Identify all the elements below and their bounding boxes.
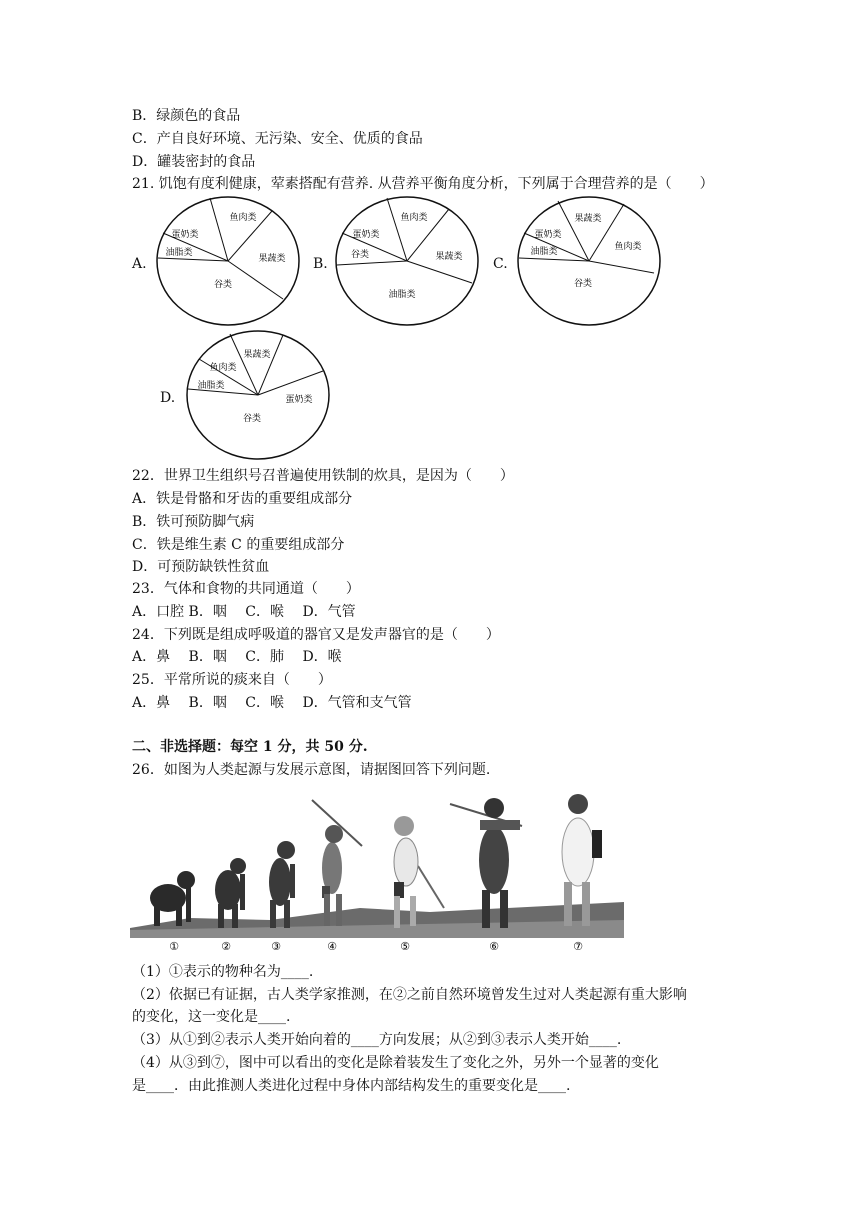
q22-option-c: C．铁是维生素 C 的重要组成部分 [132,537,345,553]
q26-part-1: （1）①表示的物种名为____. [132,964,314,980]
pie-a-label-5: 果蔬类 [258,254,286,264]
q26-part-2: （2）依据已有证据，古人类学家推测，在②之前自然环境曾发生过对人类起源有重大影响 [132,987,687,1003]
pie-d-label-3: 油脂类 [197,381,225,391]
q21-option-b-pie [334,195,484,329]
q21-option-d-pie [183,329,333,463]
q26-part-4: （4）从③到⑦，图中可以看出的变化是除着装发生了变化之外，另外一个显著的变化 [132,1055,659,1071]
pie-a-label-2: 蛋奶类 [171,230,199,240]
q20-option-b: B．绿颜色的食品 [132,108,241,124]
q22-option-a: A．铁是骨骼和牙齿的重要组成部分 [132,491,353,507]
pie-d-label-5: 蛋奶类 [285,395,313,405]
pie-c-label-4: 谷类 [573,279,593,289]
pie-a-label-4: 谷类 [213,280,233,290]
pie-b-label-4: 油脂类 [388,290,416,300]
pie-b-label-1: 鱼肉类 [400,213,428,223]
figure-label-1: ① [169,940,179,950]
q20-option-c: C．产自良好环境、无污染、安全、优质的食品 [132,131,423,147]
pie-b-label-3: 谷类 [350,250,370,260]
q22-option-b: B．铁可预防脚气病 [132,514,255,530]
q21-option-d-label: D. [160,390,176,406]
pie-c-label-5: 鱼肉类 [614,242,642,252]
figure-label-2: ② [221,940,231,950]
q21-option-a-pie [155,195,305,329]
figure-2-ape [215,858,246,928]
pie-c-label-3: 油脂类 [530,247,558,257]
q24-stem: 24．下列既是组成呼吸道的器官又是发声器官的是（ ） [132,627,500,643]
figure-4-early-human [312,800,362,926]
q26-part-2-cont: 的变化，这一变化是____. [132,1009,291,1025]
pie-c-label-2: 蛋奶类 [534,230,562,240]
q23-stem: 23．气体和食物的共同通道（ ） [132,581,360,597]
q24-options: A．鼻 B．咽 C．肺 D．喉 [132,649,342,665]
pie-c-label-1: 果蔬类 [574,214,602,224]
pie-a-label-3: 油脂类 [165,248,193,258]
human-evolution-figure [130,790,624,950]
pie-b-label-5: 果蔬类 [435,252,463,262]
q22-stem: 22．世界卫生组织号召普遍使用铁制的炊具，是因为（ ） [132,468,514,484]
q26-stem: 26．如图为人类起源与发展示意图，请据图回答下列问题. [132,762,491,778]
q22-option-d: D．可预防缺铁性贫血 [132,559,270,575]
figure-1-ape [150,871,195,926]
figure-label-6: ⑥ [489,940,499,950]
q23-options: A．口腔 B．咽 C．喉 D．气管 [132,604,356,620]
q21-option-a-label: A. [132,256,147,272]
q25-stem: 25．平常所说的痰来自（ ） [132,672,332,688]
figure-label-7: ⑦ [573,940,583,950]
q21-option-c-label: C. [493,256,508,272]
q21-stem: 21. 饥饱有度利健康，荤素搭配有营养. 从营养平衡角度分析，下列属于合理营养的是（ ） [132,176,714,192]
figure-label-5: ⑤ [400,940,410,950]
q20-option-d: D．罐装密封的食品 [132,154,256,170]
q26-part-3: （3）从①到②表示人类开始向着的____方向发展；从②到③表示人类开始____. [132,1032,622,1048]
pie-b-label-2: 蛋奶类 [352,230,380,240]
q25-options: A．鼻 B．咽 C．喉 D．气管和支气管 [132,695,412,711]
pie-d-label-4: 谷类 [242,414,262,424]
section-2-title: 二、非选择题：每空 1 分，共 50 分. [132,739,368,755]
pie-d-label-2: 鱼肉类 [209,363,237,373]
figure-label-3: ③ [271,940,281,950]
pie-a-label-1: 鱼肉类 [229,213,257,223]
q21-option-c-pie [516,195,666,329]
figure-label-4: ④ [327,940,337,950]
q21-option-b-label: B. [313,256,328,272]
figure-3-early-human [269,841,295,928]
pie-d-label-1: 果蔬类 [243,350,271,360]
q26-part-4-cont: 是____．由此推测人类进化过程中身体内部结构发生的重要变化是____. [132,1078,571,1094]
